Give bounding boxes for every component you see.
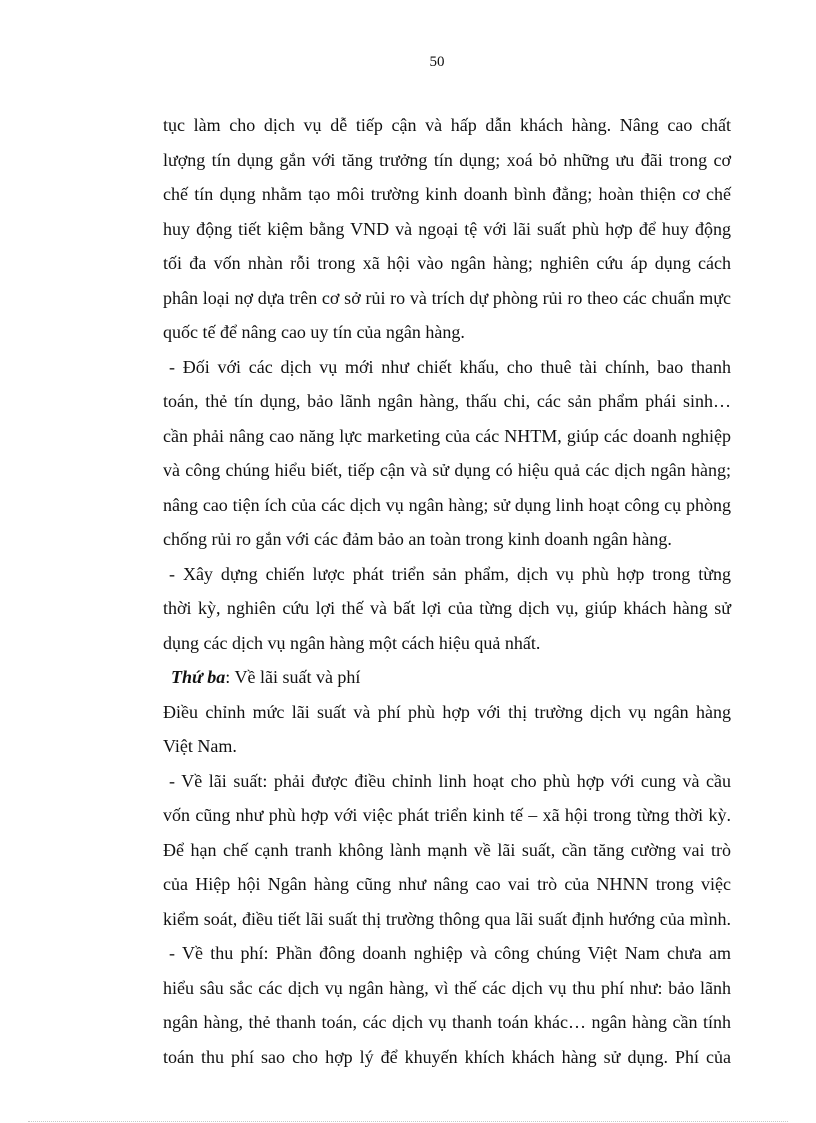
page-body bbox=[163, 108, 731, 1074]
text-line: Để hạn chế cạnh tranh không lành mạnh về lãi suất, cần tăng cường vai trò bbox=[163, 839, 731, 860]
text-line: của Hiệp hội Ngân hàng cũng như nâng cao vai trò của NHNN trong việc bbox=[163, 874, 731, 894]
text-line: Điều chỉnh mức lãi suất và phí phù hợp với thị trường dịch vụ ngân hàng bbox=[163, 701, 731, 722]
section-heading-label: Thứ ba bbox=[171, 667, 226, 687]
text-line: toán, thẻ tín dụng, bảo lãnh ngân hàng, thấu chi, các sản phẩm phái sinh… bbox=[163, 391, 731, 411]
text-line: chống rủi ro gắn với các đảm bảo an toàn trong kinh doanh ngân hàng. bbox=[163, 529, 672, 549]
text-line: - Về lãi suất: phải được điều chỉnh linh hoạt cho phù hợp với cung và cầu bbox=[169, 770, 731, 791]
text-line: kiểm soát, điều tiết lãi suất thị trường thông qua lãi suất định hướng của mình. bbox=[163, 908, 731, 929]
text-line: hiểu sâu sắc các dịch vụ ngân hàng, vì thế các dịch vụ thu phí như: bảo lãnh bbox=[163, 977, 731, 998]
text-line: - Xây dựng chiến lược phát triển sản phẩm, dịch vụ phù hợp trong từng bbox=[169, 563, 731, 584]
text-line: tục làm cho dịch vụ dễ tiếp cận và hấp dẫn khách hàng. Nâng cao chất bbox=[163, 115, 731, 135]
text-line: phân loại nợ dựa trên cơ sở rủi ro và trích dự phòng rủi ro theo các chuẩn mực bbox=[163, 287, 731, 308]
text-line: Việt Nam. bbox=[163, 736, 237, 756]
text-line: ngân hàng, thẻ thanh toán, các dịch vụ thanh toán khác… ngân hàng cần tính bbox=[163, 1012, 731, 1032]
section-heading bbox=[163, 660, 731, 695]
paragraph-block-2 bbox=[163, 695, 731, 1075]
page-number: 50 bbox=[429, 54, 445, 70]
text-line: tối đa vốn nhàn rỗi trong xã hội vào ngân hàng; nghiên cứu áp dụng cách bbox=[163, 253, 731, 273]
text-line: - Về thu phí: Phần đông doanh nghiệp và công chúng Việt Nam chưa am bbox=[169, 943, 731, 963]
text-line: huy động tiết kiệm bằng VND và ngoại tệ với lãi suất phù hợp để huy động bbox=[163, 218, 731, 239]
text-line: cần phải nâng cao năng lực marketing của các NHTM, giúp các doanh nghiệp bbox=[163, 425, 731, 446]
text-line: toán thu phí sao cho hợp lý để khuyến khích khách hàng sử dụng. Phí của bbox=[163, 1046, 731, 1067]
text-line: lượng tín dụng gắn với tăng trưởng tín dụng; xoá bỏ những ưu đãi trong cơ bbox=[163, 149, 731, 170]
text-line: vốn cũng như phù hợp với việc phát triển kinh tế – xã hội trong từng thời kỳ. bbox=[163, 805, 731, 825]
section-heading-text: : Về lãi suất và phí bbox=[225, 667, 361, 687]
text-line: và công chúng hiểu biết, tiếp cận và sử dụng có hiệu quả các dịch ngân hàng; bbox=[163, 460, 731, 480]
paragraph-block-1 bbox=[163, 108, 731, 660]
text-line: quốc tế để nâng cao uy tín của ngân hàng. bbox=[163, 322, 465, 342]
text-line: - Đối với các dịch vụ mới như chiết khấu, cho thuê tài chính, bao thanh bbox=[169, 356, 731, 377]
text-line: dụng các dịch vụ ngân hàng một cách hiệu quả nhất. bbox=[163, 632, 541, 653]
text-line: thời kỳ, nghiên cứu lợi thế và bất lợi của từng dịch vụ, giúp khách hàng sử bbox=[163, 598, 731, 618]
page-bottom-rule bbox=[28, 1121, 788, 1122]
text-line: nâng cao tiện ích của các dịch vụ ngân hàng; sử dụng linh hoạt công cụ phòng bbox=[163, 494, 731, 515]
text-line: chế tín dụng nhằm tạo môi trường kinh doanh bình đẳng; hoàn thiện cơ chế bbox=[163, 184, 731, 204]
